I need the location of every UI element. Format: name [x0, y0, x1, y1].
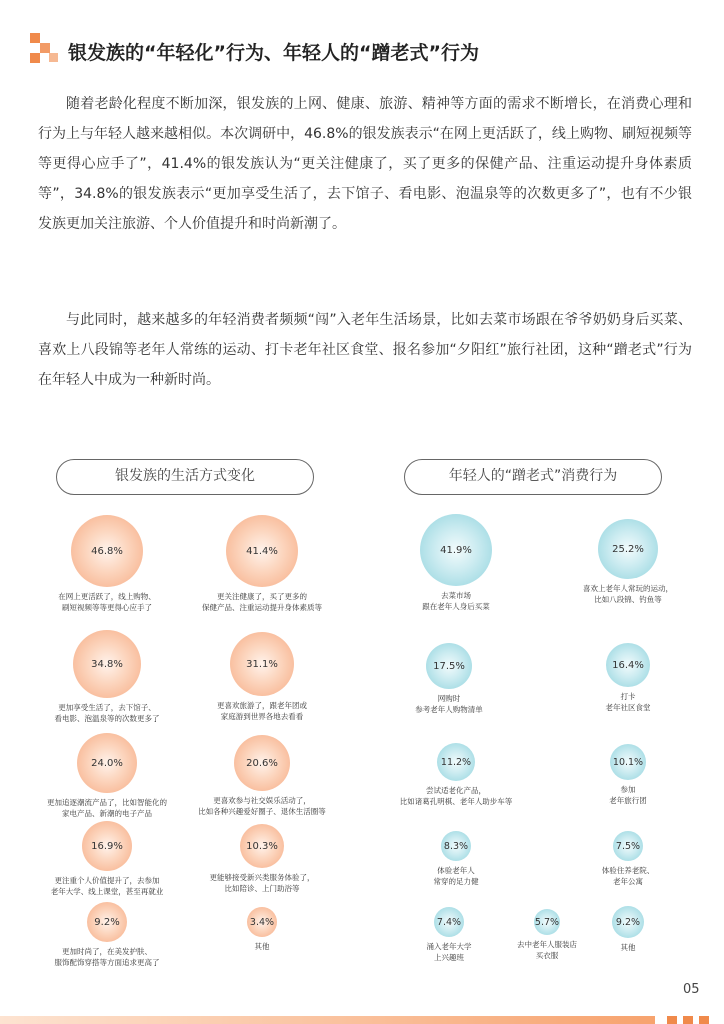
- silver-bubble-label: [162, 795, 362, 817]
- bubble-label-line: 涌入老年大学: [426, 942, 472, 951]
- silver-bubble-label: [162, 941, 362, 952]
- bubble-label-line: 老年大学、线上课堂，甚至再就业: [50, 887, 164, 896]
- youth-bubble-label: [356, 865, 556, 887]
- bubble-label-line: 买衣服: [535, 951, 559, 960]
- intro-paragraph-1: 随着老龄化程度不断加深，银发族的上网、健康、旅游、精神等方面的需求不断增长，在消费心理和行为上与年轻人越来越相似。本次调研中，46.8%的银发族表示“在网上更活跃了，线上购物、刷短视频等等更得心应手了”，41.4%的银发族认为“更关注健康了，买了更多的保健产品、注重运动提升身体素质等”，34.8%的银发族表示“更加享受生活了，去下馆子、看电影、泡温泉等的次数更多了”，也有不少银发族更加关注旅游、个人价值提升和时尚新潮了。: [38, 96, 692, 232]
- bubble-label-line: 去菜市场: [441, 591, 471, 600]
- bubble-label-line: 跟在老年人身后买菜: [422, 602, 490, 611]
- youth-bubble-label: [356, 590, 556, 612]
- silver-bubble-value: 31.1%: [230, 632, 294, 696]
- silver-bubble-value: 16.9%: [82, 821, 132, 871]
- bubble-label-line: 尝试适老化产品，: [426, 786, 486, 795]
- youth-bubble-value: 11.2%: [437, 743, 475, 781]
- silver-bubble-value: 46.8%: [71, 515, 143, 587]
- youth-bubble-value: 7.4%: [434, 907, 464, 937]
- silver-bubble-label: [162, 872, 362, 894]
- bubble-label-line: 上兴趣班: [434, 953, 464, 962]
- footer-square: [699, 1016, 709, 1024]
- bubble-label-line: 体验老年人: [437, 866, 475, 875]
- youth-bubble-value: 10.1%: [610, 744, 646, 780]
- bubble-label-line: 常穿的足力健: [433, 877, 479, 886]
- bubble-label-line: 服饰配饰穿搭等方面追求更高了: [54, 958, 160, 967]
- bubble-label-line: 更加追逐潮流产品了，比如智能化的: [47, 798, 167, 807]
- bubble-label-line: 参加: [620, 785, 636, 794]
- silver-bubble-value: 34.8%: [73, 630, 141, 698]
- bubble-label-line: 喜欢上老年人常玩的运动，: [583, 584, 673, 593]
- silver-bubble-value: 41.4%: [226, 515, 298, 587]
- bubble-label-line: 更能够接受新兴类服务体验了，: [209, 873, 315, 882]
- bubble-label-line: 网购时: [437, 694, 461, 703]
- bubble-label-line: 老年旅行团: [609, 796, 647, 805]
- bubble-label-line: 更注重个人价值提升了，去参加: [54, 876, 160, 885]
- silver-bubble-label: [162, 591, 362, 613]
- footer-square: [667, 1016, 677, 1024]
- bubble-label-line: 在网上更活跃了，线上购物、: [58, 592, 156, 601]
- silver-bubble-value: 20.6%: [234, 735, 290, 791]
- bubble-label-line: 其他: [620, 943, 636, 952]
- bubble-label-line: 比如八段锦、钓鱼等: [594, 595, 662, 604]
- bubble-label-line: 更加享受生活了，去下馆子、: [58, 703, 156, 712]
- youth-bubble-label: [349, 693, 549, 715]
- bubble-label-line: 老年社区食堂: [605, 703, 651, 712]
- silver-bubble-value: 24.0%: [77, 733, 137, 793]
- bubble-label-line: 去中老年人服装店: [517, 940, 577, 949]
- page-title: 银发族的“年轻化”行为、年轻人的“蹭老式”行为: [68, 42, 479, 64]
- youth-bubble-value: 25.2%: [598, 519, 658, 579]
- bubble-label-line: 其他: [254, 942, 270, 951]
- silver-chart-title: 银发族的生活方式变化: [56, 459, 314, 495]
- bubble-label-line: 体验住养老院、: [601, 866, 655, 875]
- bubble-label-line: 保健产品、注重运动提升身体素质等: [202, 603, 322, 612]
- silver-bubble-label: [162, 700, 362, 722]
- bubble-label-line: 比如各种兴趣爱好圈子、退休生活圈等: [198, 807, 326, 816]
- section-logo-icon: [30, 33, 58, 67]
- bubble-label-line: 更喜欢参与社交娱乐活动了，: [213, 796, 311, 805]
- bubble-label-line: 比如诸葛孔明棋、老年人助步车等: [399, 797, 513, 806]
- footer-bar: [0, 1016, 655, 1024]
- silver-bubble-value: 9.2%: [87, 902, 127, 942]
- youth-chart-title: 年轻人的“蹭老式”消费行为: [404, 459, 662, 495]
- bubble-label-line: 老年公寓: [613, 877, 643, 886]
- footer-square: [683, 1016, 693, 1024]
- youth-bubble-value: 17.5%: [426, 643, 472, 689]
- bubble-label-line: 打卡: [620, 692, 636, 701]
- bubble-label-line: 家电产品、新潮的电子产品: [62, 809, 152, 818]
- youth-bubble-label: [528, 784, 724, 806]
- youth-bubble-value: 9.2%: [612, 906, 644, 938]
- youth-bubble-value: 41.9%: [420, 514, 492, 586]
- youth-bubble-value: 5.7%: [534, 909, 560, 935]
- page-number: 05: [683, 982, 700, 997]
- silver-bubble-value: 3.4%: [247, 907, 277, 937]
- youth-bubble-label: [528, 583, 724, 605]
- bubble-label-line: 更关注健康了，买了更多的: [217, 592, 307, 601]
- silver-bubble-value: 10.3%: [240, 824, 284, 868]
- bubble-label-line: 更喜欢旅游了，跟老年团或: [217, 701, 307, 710]
- youth-bubble-label: [356, 785, 556, 807]
- bubble-label-line: 参考老年人购物清单: [415, 705, 483, 714]
- bubble-label-line: 刷短视频等等更得心应手了: [62, 603, 152, 612]
- youth-bubble-label: [528, 691, 724, 713]
- bubble-label-line: 看电影、泡温泉等的次数更多了: [54, 714, 160, 723]
- youth-bubble-label: [528, 942, 724, 953]
- youth-bubble-value: 8.3%: [441, 831, 471, 861]
- youth-bubble-value: 16.4%: [606, 643, 650, 687]
- bubble-label-line: 更加时尚了，在美发护肤、: [62, 947, 152, 956]
- youth-bubble-value: 7.5%: [613, 831, 643, 861]
- bubble-label-line: 比如陪诊、上门助浴等: [224, 884, 300, 893]
- bubble-label-line: 家庭游到世界各地去看看: [220, 712, 304, 721]
- youth-bubble-label: [528, 865, 724, 887]
- intro-paragraph-2: 与此同时，越来越多的年轻消费者频频“闯”入老年生活场景，比如去菜市场跟在爷爷奶奶身后买菜、喜欢上八段锦等老年人常练的运动、打卡老年社区食堂、报名参加“夕阳红”旅行社团，这种“蹭老式”行为在年轻人中成为一种新时尚。: [38, 312, 692, 388]
